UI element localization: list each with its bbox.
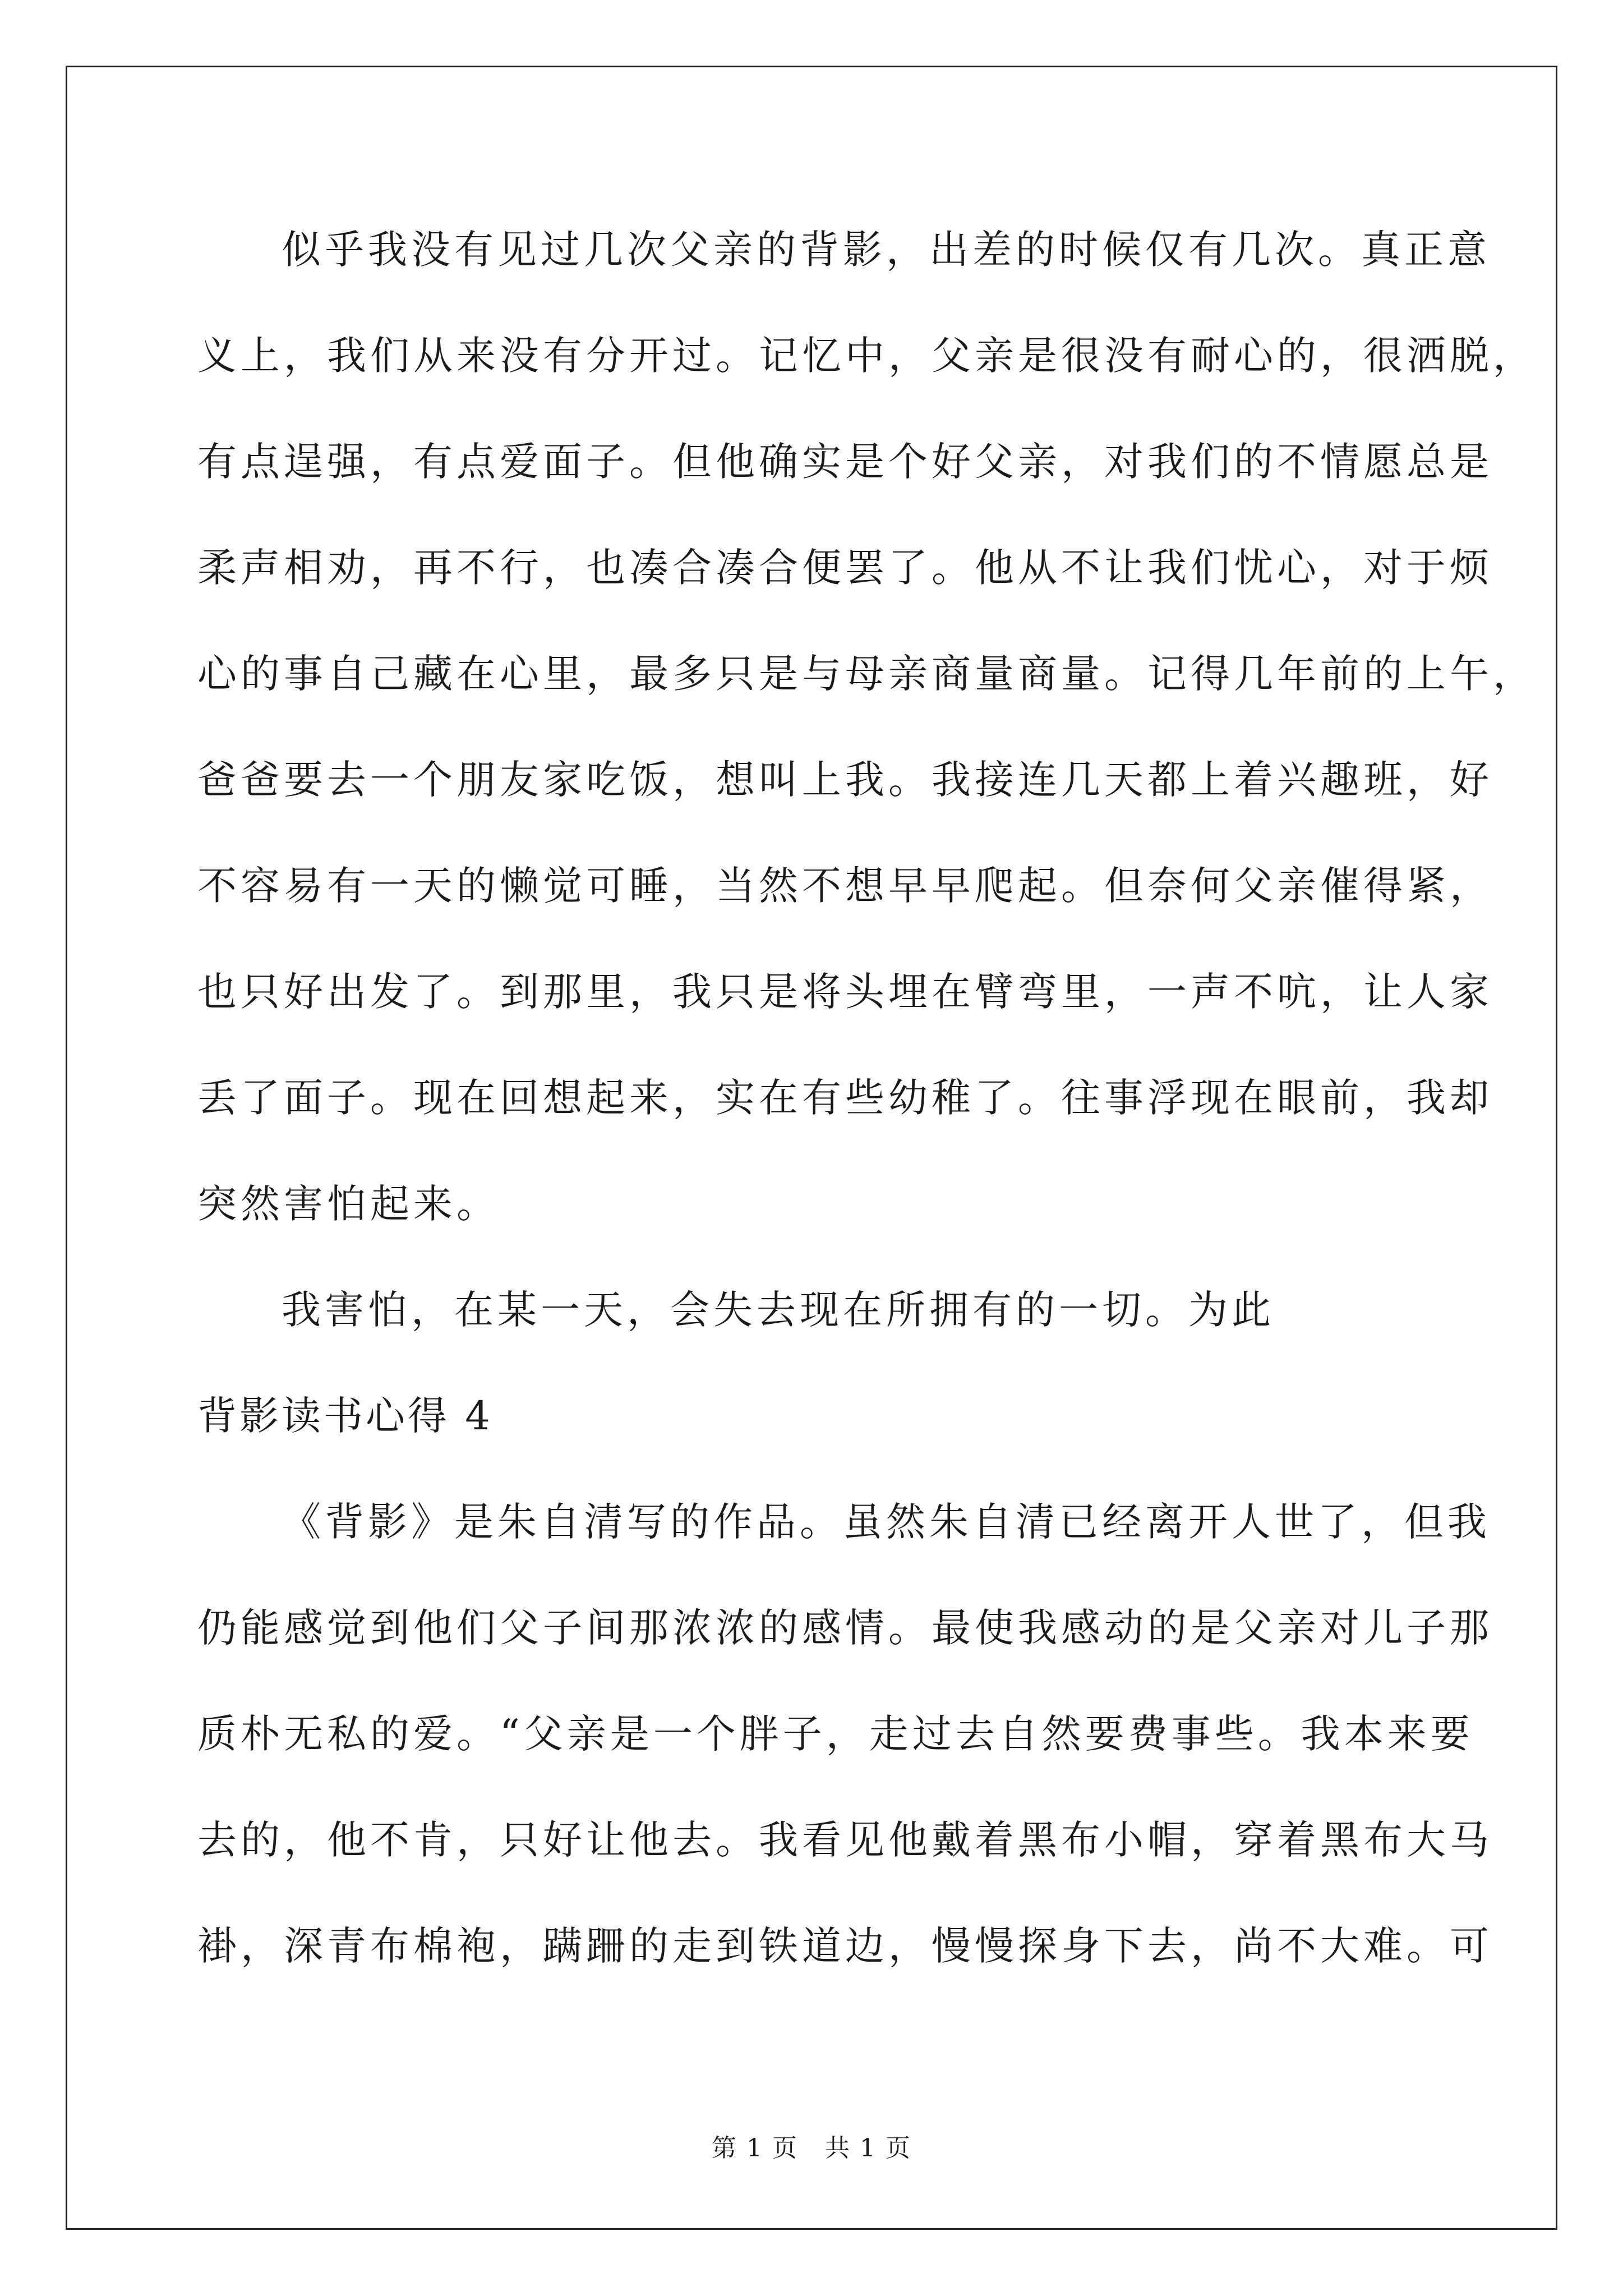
- paragraph-1-line: 突然害怕起来。: [197, 1181, 500, 1227]
- paragraph-1-line: 心的事自己藏在心里，最多只是与母亲商量商量。记得几年前的上午，: [197, 651, 1536, 697]
- paragraph-1-line: 有点逞强，有点爱面子。但他确实是个好父亲，对我们的不情愿总是: [197, 439, 1493, 485]
- paragraph-3-line: 质朴无私的爱。“父亲是一个胖子，走过去自然要费事些。我本来要: [197, 1711, 1474, 1757]
- paragraph-3-line: 仍能感觉到他们父子间那浓浓的感情。最使我感动的是父亲对儿子那: [197, 1605, 1493, 1651]
- paragraph-1-line: 义上，我们从来没有分开过。记忆中，父亲是很没有耐心的，很洒脱，: [197, 333, 1536, 379]
- paragraph-1-line: 不容易有一天的懒觉可睡，当然不想早早爬起。但奈何父亲催得紧，: [197, 863, 1493, 909]
- paragraph-1-line: 爸爸要去一个朋友家吃饭，想叫上我。我接连几天都上着兴趣班，好: [197, 757, 1493, 803]
- paragraph-3-line: 去的，他不肯，只好让他去。我看见他戴着黑布小帽，穿着黑布大马: [197, 1817, 1493, 1863]
- paragraph-3-line: 褂，深青布棉袍，蹒跚的走到铁道边，慢慢探身下去，尚不大难。可: [197, 1923, 1493, 1969]
- paragraph-1-line: 似乎我没有见过几次父亲的背影，出差的时候仅有几次。真正意: [282, 227, 1491, 273]
- paragraph-1-line: 也只好出发了。到那里，我只是将头埋在臂弯里，一声不吭，让人家: [197, 969, 1493, 1015]
- section-heading: 背影读书心得 4: [197, 1393, 493, 1439]
- paragraph-2: 我害怕，在某一天，会失去现在所拥有的一切。为此: [282, 1287, 1275, 1333]
- paragraph-1-line: 丢了面子。现在回想起来，实在有些幼稚了。往事浮现在眼前，我却: [197, 1075, 1493, 1121]
- paragraph-3-line: 《背影》是朱自清写的作品。虽然朱自清已经离开人世了，但我: [282, 1499, 1491, 1545]
- page-footer: 第 1 页 共 1 页: [712, 2134, 911, 2162]
- paragraph-1-line: 柔声相劝，再不行，也凑合凑合便罢了。他从不让我们忧心，对于烦: [197, 545, 1493, 591]
- document-body: [197, 213, 1536, 2016]
